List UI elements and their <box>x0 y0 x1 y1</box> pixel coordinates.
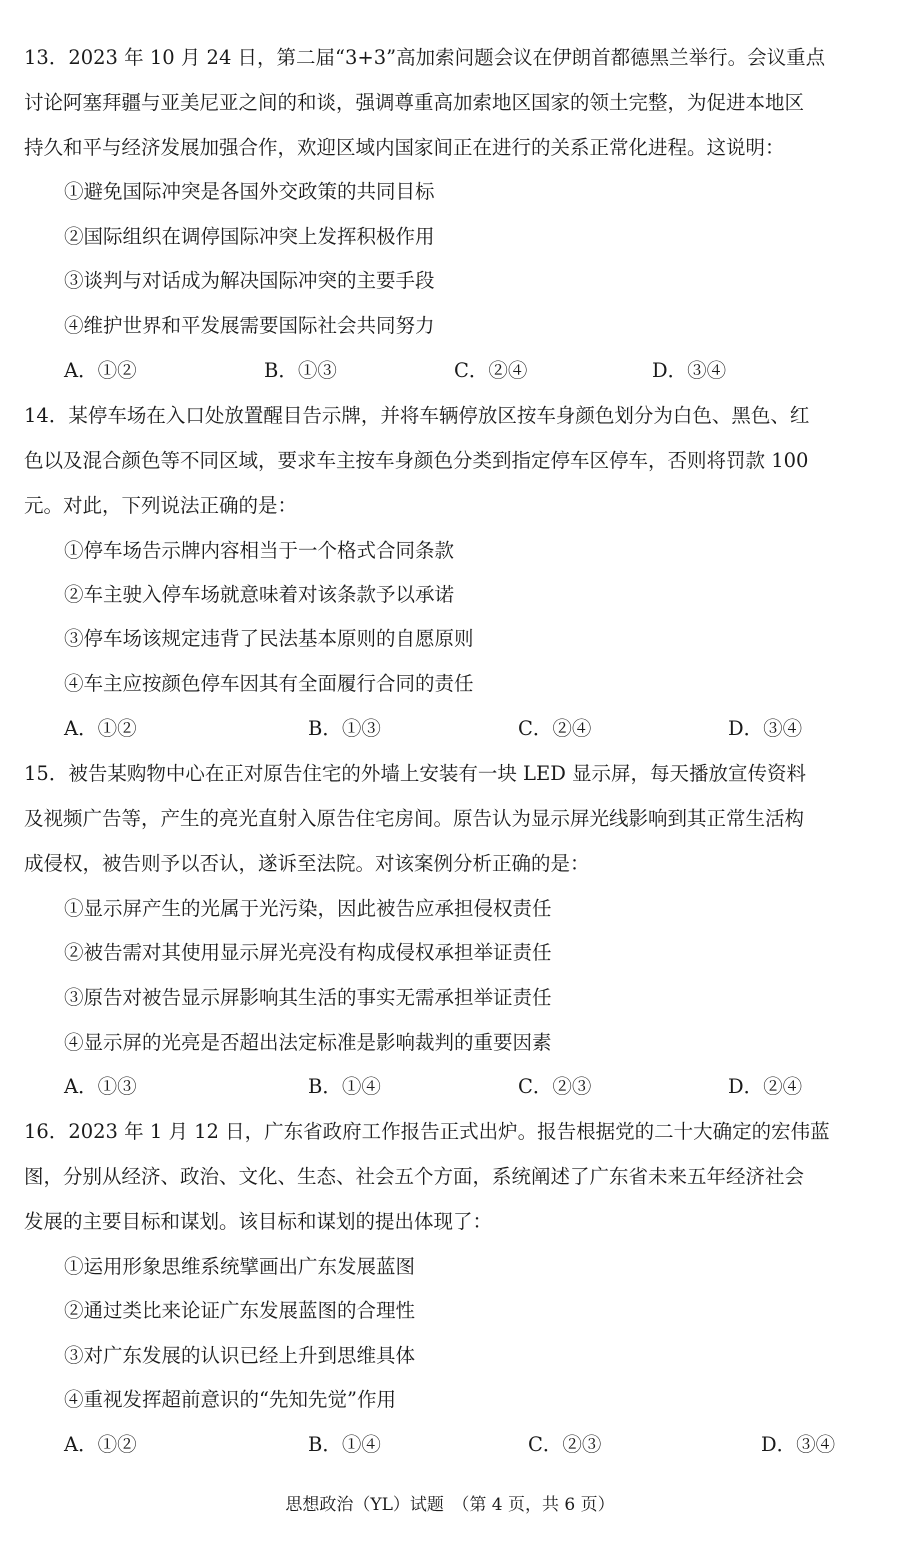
choice-d: D．③④ <box>652 359 727 382</box>
option-statement: ④维护世界和平发展需要国际社会共同努力 <box>64 314 435 337</box>
answer-choices <box>64 1073 864 1101</box>
question-stem-line: 色以及混合颜色等不同区域，要求车主按车身颜色分类到指定停车区停车，否则将罚款 100 <box>24 449 809 472</box>
option-statement: ②通过类比来论证广东发展蓝图的合理性 <box>64 1299 416 1322</box>
question-stem-line: 14．某停车场在入口处放置醒目告示牌，并将车辆停放区按车身颜色划分为白色、黑色、红 <box>24 404 810 427</box>
question-stem-line: 元。对此，下列说法正确的是： <box>24 494 298 517</box>
question-stem-line: 15．被告某购物中心在正对原告住宅的外墙上安装有一块 LED 显示屏，每天播放宣传资料 <box>24 762 807 785</box>
choice-a: A．①② <box>64 717 137 740</box>
option-statement: ①停车场告示牌内容相当于一个格式合同条款 <box>64 539 455 562</box>
option-statement: ②国际组织在调停国际冲突上发挥积极作用 <box>64 225 435 248</box>
choice-b: B．①④ <box>308 1075 381 1098</box>
choice-a: A．①③ <box>64 1075 137 1098</box>
choice-d: D．③④ <box>728 717 803 740</box>
choice-d: D．②④ <box>728 1075 803 1098</box>
choice-c: C．②③ <box>518 1075 592 1098</box>
choice-c: C．②③ <box>528 1433 602 1456</box>
option-statement: ③谈判与对话成为解决国际冲突的主要手段 <box>64 269 435 292</box>
choice-b: B．①④ <box>308 1433 381 1456</box>
option-statement: ④显示屏的光亮是否超出法定标准是影响裁判的重要因素 <box>64 1031 552 1054</box>
option-statement: ①避免国际冲突是各国外交政策的共同目标 <box>64 180 435 203</box>
question-stem-line: 讨论阿塞拜疆与亚美尼亚之间的和谈，强调尊重高加索地区国家的领土完整，为促进本地区 <box>24 91 805 114</box>
option-statement: ③停车场该规定违背了民法基本原则的自愿原则 <box>64 627 474 650</box>
question-stem-line: 发展的主要目标和谋划。该目标和谋划的提出体现了： <box>24 1210 493 1233</box>
question-stem-line: 及视频广告等，产生的亮光直射入原告住宅房间。原告认为显示屏光线影响到其正常生活构 <box>24 807 805 830</box>
option-statement: ①显示屏产生的光属于光污染，因此被告应承担侵权责任 <box>64 897 552 920</box>
choice-b: B．①③ <box>264 359 337 382</box>
choice-b: B．①③ <box>308 717 381 740</box>
question-stem-line: 16．2023 年 1 月 12 日，广东省政府工作报告正式出炉。报告根据党的二十大确定的宏伟蓝 <box>24 1120 830 1143</box>
option-statement: ④重视发挥超前意识的“先知先觉”作用 <box>64 1388 396 1411</box>
question-stem-line: 13．2023 年 10 月 24 日，第二届“3+3”高加索问题会议在伊朗首都德黑兰举行。会议重点 <box>24 46 826 69</box>
answer-choices <box>64 1431 864 1459</box>
page-footer: 思想政治（YL）试题 （第 4 页，共 6 页） <box>285 1495 615 1515</box>
choice-c: C．②④ <box>518 717 592 740</box>
question-stem-line: 持久和平与经济发展加强合作，欢迎区域内国家间正在进行的关系正常化进程。这说明： <box>24 136 785 159</box>
choice-a: A．①② <box>64 359 137 382</box>
choice-d: D．③④ <box>761 1433 836 1456</box>
question-stem-line: 图，分别从经济、政治、文化、生态、社会五个方面，系统阐述了广东省未来五年经济社会 <box>24 1165 805 1188</box>
option-statement: ④车主应按颜色停车因其有全面履行合同的责任 <box>64 672 474 695</box>
question-stem-line: 成侵权，被告则予以否认，遂诉至法院。对该案例分析正确的是： <box>24 852 590 875</box>
option-statement: ②被告需对其使用显示屏光亮没有构成侵权承担举证责任 <box>64 941 552 964</box>
option-statement: ③对广东发展的认识已经上升到思维具体 <box>64 1344 416 1367</box>
option-statement: ②车主驶入停车场就意味着对该条款予以承诺 <box>64 583 455 606</box>
answer-choices <box>64 715 864 743</box>
option-statement: ①运用形象思维系统擘画出广东发展蓝图 <box>64 1255 416 1278</box>
choice-c: C．②④ <box>454 359 528 382</box>
choice-a: A．①② <box>64 1433 137 1456</box>
answer-choices <box>64 357 864 385</box>
option-statement: ③原告对被告显示屏影响其生活的事实无需承担举证责任 <box>64 986 552 1009</box>
